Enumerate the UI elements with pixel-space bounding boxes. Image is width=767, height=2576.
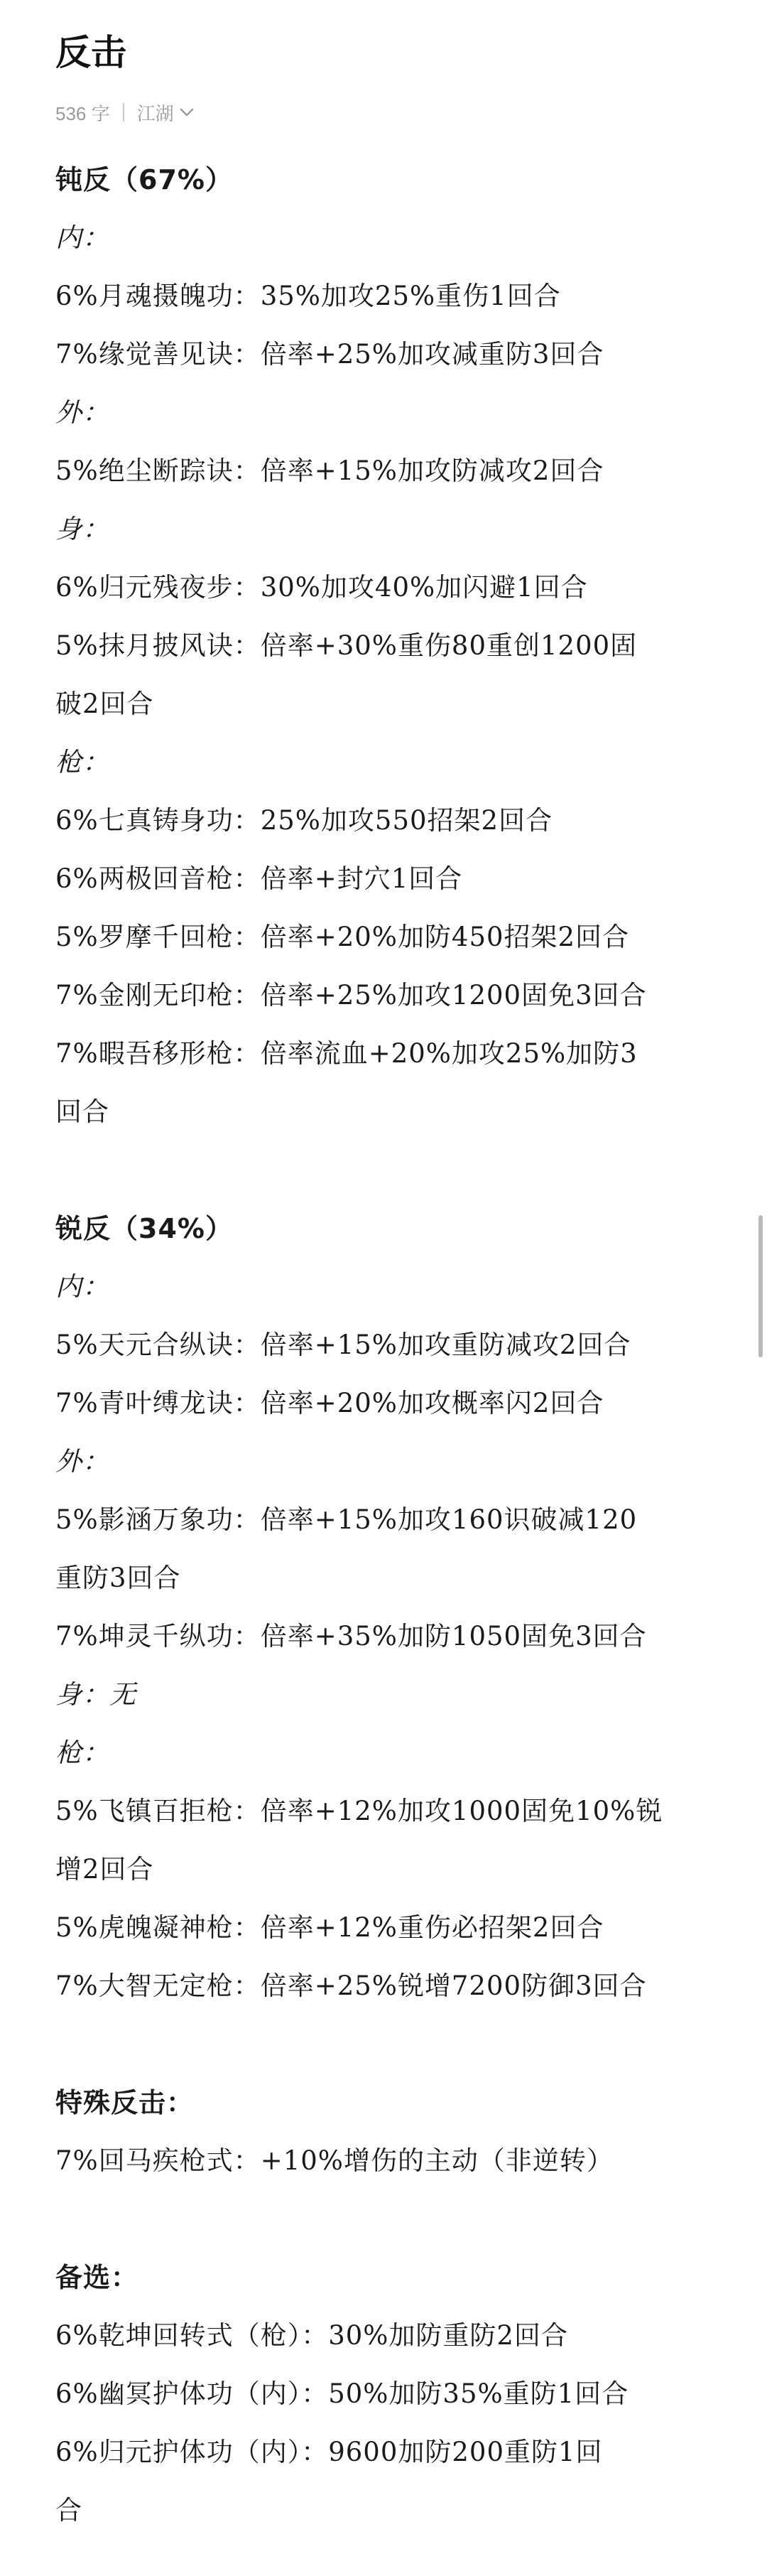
page-title: 反击 [55, 32, 126, 73]
skill-section [55, 2248, 712, 2540]
skill-line: 6%幽冥护体功（内）：50%加防35%重防1回合 [55, 2378, 629, 2409]
skill-line: 6%七真铸身功：25%加攻550招架2回合 [55, 805, 553, 836]
category-label: 江湖 [136, 102, 174, 124]
skill-line: 7%缘觉善见诀：倍率+25%加攻减重防3回合 [55, 339, 604, 370]
skill-line: 5%影涵万象功：倍率+15%加攻160识破减120 [55, 1504, 638, 1535]
category-label: 内： [55, 1271, 109, 1302]
skill-line: 6%归元残夜步：30%加攻40%加闪避1回合 [55, 572, 588, 603]
category-label: 身：无 [55, 1679, 136, 1710]
category-label: 枪： [55, 747, 109, 777]
category-label: 身： [55, 514, 109, 544]
skill-line: 7%青叶缚龙诀：倍率+20%加攻概率闪2回合 [55, 1388, 604, 1418]
skill-line: 6%月魂摄魄功：35%加攻25%重伤1回合 [55, 281, 561, 311]
category-label: 外： [55, 397, 109, 428]
chevron-down-icon [180, 107, 194, 117]
skill-line: 合 [55, 2495, 82, 2526]
skill-section [55, 151, 712, 1141]
section-heading: 钝反（67%） [55, 164, 233, 195]
category-label: 外： [55, 1446, 109, 1477]
skill-line: 7%暇吾移形枪：倍率流血+20%加攻25%加防3 [55, 1038, 638, 1069]
skill-line: 7%大智无定枪：倍率+25%锐增7200防御3回合 [55, 1971, 647, 2001]
scrollbar[interactable] [758, 1215, 763, 1357]
skill-line: 6%归元护体功（内）：9600加防200重防1回 [55, 2437, 603, 2467]
skill-line: 6%乾坤回转式（枪）：30%加防重防2回合 [55, 2320, 568, 2351]
section-gap [55, 2190, 712, 2248]
skill-line: 重防3回合 [55, 1563, 181, 1593]
skill-line: 5%虎魄凝神枪：倍率+12%重伤必招架2回合 [55, 1912, 604, 1943]
category-label: 内： [55, 222, 109, 253]
skill-line: 回合 [55, 1096, 109, 1127]
section-gap [55, 1141, 712, 1200]
article-meta [55, 98, 712, 126]
skill-line: 7%金刚无印枪：倍率+25%加攻1200固免3回合 [55, 980, 647, 1011]
skill-section [55, 2074, 712, 2190]
skill-line: 破2回合 [55, 689, 154, 719]
skill-line: 增2回合 [55, 1854, 154, 1885]
skill-line: 5%绝尘断踪诀：倍率+15%加攻防减攻2回合 [55, 456, 604, 486]
skill-line: 6%两极回音枪：倍率+封穴1回合 [55, 863, 463, 894]
article-body [55, 151, 712, 2540]
category-dropdown[interactable] [137, 99, 194, 126]
skill-line: 7%坤灵千纵功：倍率+35%加防1050固免3回合 [55, 1621, 647, 1651]
meta-divider [123, 103, 124, 122]
skill-line: 5%飞镇百拒枪：倍率+12%加攻1000固免10%锐 [55, 1796, 663, 1826]
skill-line: 5%天元合纵诀：倍率+15%加攻重防减攻2回合 [55, 1330, 631, 1360]
category-label: 枪： [55, 1737, 109, 1768]
word-count: 536 字 [55, 102, 110, 124]
section-heading: 特殊反击： [55, 2087, 195, 2118]
section-gap [55, 2015, 712, 2074]
section-heading: 锐反（34%） [55, 1213, 233, 1244]
skill-section [55, 1200, 712, 2015]
skill-line: 5%罗摩千回枪：倍率+20%加防450招架2回合 [55, 922, 630, 952]
section-heading: 备选： [55, 2262, 139, 2293]
skill-line: 5%抹月披风诀：倍率+30%重伤80重创1200固 [55, 630, 638, 661]
skill-line: 7%回马疾枪式：+10%增伤的主动（非逆转） [55, 2145, 614, 2176]
